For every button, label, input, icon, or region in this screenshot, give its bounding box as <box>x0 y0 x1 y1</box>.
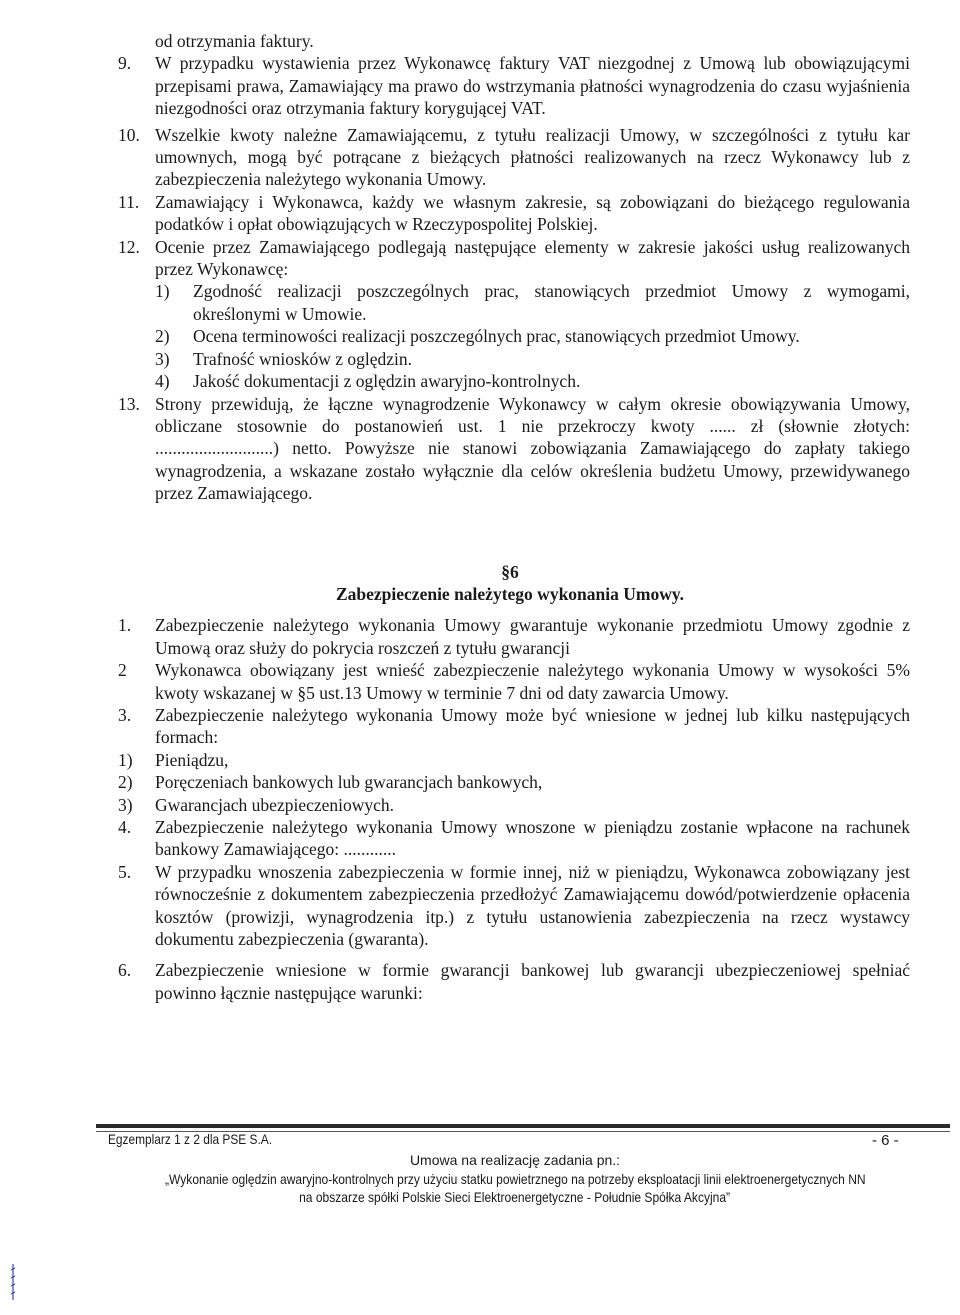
item-number: 1) <box>155 281 170 302</box>
paragraph-number: 6. <box>118 960 132 981</box>
paragraph-number: 10. <box>118 124 140 145</box>
paragraph-10 <box>110 124 910 191</box>
paragraph-number: 5. <box>118 861 132 882</box>
paragraph-number: 2 <box>118 660 127 681</box>
paragraph-text: Ocenie przez Zamawiającego podlegają następujące elementy w zakresie jakości usług realizowanych przez Wykonawcę: <box>155 236 910 280</box>
paragraph-text: Wszelkie kwoty należne Zamawiającemu, z tytułu realizacji Umowy, w szczególności z tytułu kar umownych, mogą być potrącane z bieżących płatności realizowanych na rzecz Wykonawcy lub z zabezpieczenia należytego wykonania Umowy. <box>155 124 910 190</box>
paragraph-12 <box>110 236 910 281</box>
list-item <box>110 348 910 370</box>
list-item <box>110 771 910 793</box>
paragraph-text: Zabezpieczenie należytego wykonania Umowy wnoszone w pieniądzu zostanie wpłacone na rachunek bankowy Zamawiającego: ............ <box>155 817 910 860</box>
paragraph-number: 13. <box>118 393 140 414</box>
copy-label: Egzemplarz 1 z 2 dla PSE S.A. <box>108 1131 273 1147</box>
paragraph-text: Zabezpieczenie należytego wykonania Umowy gwarantuje wykonanie przedmiotu Umowy zgodnie z Umową oraz służy do pokrycia roszczeń z tytułu gwarancji <box>155 615 910 658</box>
paragraph-number: 12. <box>118 236 140 257</box>
section-paragraph-1 <box>110 614 910 659</box>
paragraph-text: Wykonawca obowiązany jest wnieść zabezpieczenie należytego wykonania Umowy w wysokości 5% kwoty wskazanej w §5 ust.13 Umowy w terminie 7 dni od daty zawarcia Umowy. <box>155 660 910 703</box>
list-item <box>110 280 910 325</box>
paragraph-text: Strony przewidują, że łączne wynagrodzenie Wykonawcy w całym okresie obowiązywania Umowy, obliczane stosownie do postanowień ust. 1 nie przekroczy kwoty ...... zł (słownie złotych: ...........................) netto. Powyższe nie stanowi zobowiązania Zamawiającego do zapłaty takiego wynagrodzenia, a wskazane zostało wyłącznie dla celów określenia budżetu Umowy, przewidywanego przez Zamawiającego. <box>155 393 910 504</box>
item-text: Ocena terminowości realizacji poszczególnych prac, stanowiących przedmiot Umowy. <box>193 326 800 347</box>
paragraph-number: 1. <box>118 615 132 636</box>
paragraph-number: 4. <box>118 817 132 837</box>
contract-line: Umowa na realizację zadania pn.: <box>409 1152 621 1168</box>
page-number: - 6 - <box>872 1132 899 1149</box>
item-text: Pieniądzu, <box>155 749 229 770</box>
item-number: 3) <box>155 348 170 369</box>
task-line-2: na obszarze spółki Polskie Sieci Elektroenergetyczne - Południe Spółka Akcyjna” <box>299 1189 731 1205</box>
paragraph-9 <box>110 52 910 119</box>
footer-contract-info <box>100 1151 930 1207</box>
section-number: §6 <box>501 561 519 582</box>
item-number: 1) <box>118 749 133 770</box>
section-paragraph-6 <box>110 959 910 1004</box>
item-text: Poręczeniach bankowych lub gwarancjach bankowych, <box>155 772 543 793</box>
section-paragraph-5 <box>110 861 910 951</box>
section-paragraph-2 <box>110 659 910 704</box>
task-line-1: „Wykonanie oględzin awaryjno-kontrolnych przy użyciu statku powietrznego na potrzeby eksploatacji linii elektroenergetycznych NN <box>164 1170 866 1187</box>
item-number: 2) <box>118 772 133 793</box>
item-number: 3) <box>118 794 133 815</box>
paragraph-13 <box>110 393 910 505</box>
paragraph-text: W przypadku wnoszenia zabezpieczenia w formie innej, niż w pieniądzu, Wykonawca zobowiązany jest równocześnie z dokumentem zabezpieczenia przedłożyć Zamawiającemu dowód/potwierdzenie opłacenia kosztów (prowizji, wynagrodzenia itp.) z tytułu ustanowienia zabezpieczenia na rzecz wystawcy dokumentu zabezpieczenia (gwaranta). <box>155 861 910 950</box>
item-text: Trafność wniosków z oględzin. <box>193 348 413 369</box>
list-item <box>110 794 910 816</box>
opening-line: od otrzymania faktury. <box>155 31 314 51</box>
document-body <box>110 30 910 1004</box>
list-item <box>110 325 910 347</box>
margin-scan-mark <box>8 1262 18 1302</box>
section-paragraph-3 <box>110 704 910 749</box>
section-paragraph-4 <box>110 816 910 861</box>
list-item <box>110 370 910 392</box>
section-title: Zabezpieczenie należytego wykonania Umowy. <box>335 583 685 604</box>
paragraph-11 <box>110 191 910 236</box>
paragraph-text: Zabezpieczenie należytego wykonania Umowy może być wniesione w jednej lub kilku następujących formach: <box>155 704 910 748</box>
item-text: Gwarancjach ubezpieczeniowych. <box>155 794 395 815</box>
paragraph-text: Zabezpieczenie wniesione w formie gwarancji bankowej lub gwarancji ubezpieczeniowej spełniać powinno łącznie następujące warunki: <box>155 960 910 1003</box>
paragraph-number: 9. <box>118 53 132 74</box>
list-item <box>110 749 910 771</box>
footer-divider <box>96 1124 950 1128</box>
paragraph-text: Zamawiający i Wykonawca, każdy we własnym zakresie, są zobowiązani do bieżącego regulowania podatków i opłat obowiązujących w Rzeczypospolitej Polskiej. <box>155 191 910 235</box>
item-number: 2) <box>155 326 170 347</box>
paragraph-number: 11. <box>118 191 140 212</box>
paragraph-number: 3. <box>118 704 132 725</box>
item-text: Jakość dokumentacji z oględzin awaryjno-kontrolnych. <box>193 371 581 392</box>
paragraph-text: W przypadku wystawienia przez Wykonawcę faktury VAT niezgodnej z Umową lub obowiązującymi przepisami prawa, Zamawiający ma prawo do wstrzymania płatności wynagrodzenia do czasu wyjaśnienia niezgodności oraz otrzymania faktury korygującej VAT. <box>155 53 910 119</box>
item-text: Zgodność realizacji poszczególnych prac, stanowiących przedmiot Umowy z wymogami, określonymi w Umowie. <box>193 281 910 324</box>
item-number: 4) <box>155 371 170 392</box>
